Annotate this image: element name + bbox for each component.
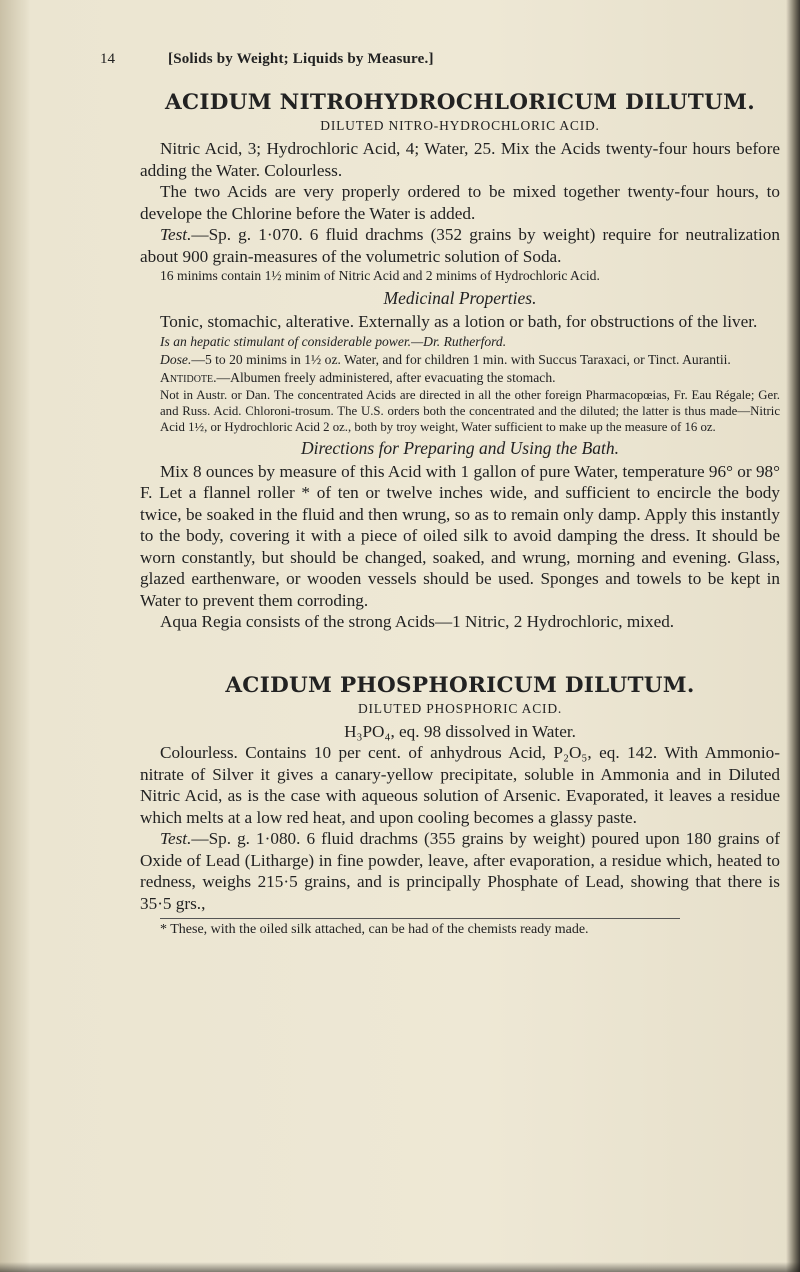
test-text: —Sp. g. 1·070. 6 fluid drachms (352 grains by weight) require for neutralization about 900 grain-measures of the volumetric solution of Soda. [140,225,780,266]
minims-note: 16 minims contain 1½ minim of Nitric Acid and 2 minims of Hydrochloric Acid. [160,268,600,283]
phosphoric-test-text: —Sp. g. 1·080. 6 fluid drachms (355 grains by weight) poured upon 180 grains of Oxide of Lead (Litharge) in fine powder, leave, after evaporation, a residue which, heated to redness, weighs 215·5 grains, and is principally Phosphate of Lead, showing that there is 35·5 grs., [140,829,780,913]
page-bottom-shadow [0,1262,800,1272]
phosphoric-formula: H₃PO₄, eq. 98 dissolved in Water. [344,721,576,741]
antidote-text: —Albumen freely administered, after evacuating the stomach. [216,369,556,385]
phosphoric-test-label: Test. [160,829,192,848]
antidote-paragraph [140,369,780,387]
medicinal-paragraph: Tonic, stomachic, alterative. Externally as a lotion or bath, for obstructions of the liver. [160,312,758,331]
test-label: Test. [160,225,192,244]
page-number: 14 [100,51,115,67]
running-head: [Solids by Weight; Liquids by Measure.] [168,51,434,67]
quote-paragraph: Is an hepatic stimulant of considerable power.—Dr. Rutherford. [160,333,507,349]
phosphoric-test-paragraph [140,828,780,914]
note-paragraph: The two Acids are very properly ordered to be mixed together twenty-four hours, to develope the Chlorine before the Water is added. [140,182,780,223]
directions-heading: Directions for Preparing and Using the Bath. [300,437,620,458]
section-subtitle-phosphoric: DILUTED PHOSPHORIC ACID. [357,700,563,716]
dose-text: —5 to 20 minims in 1½ oz. Water, and for children 1 min. with Succus Taraxaci, or Tinct. Aurantii. [191,351,731,367]
page-gutter [0,0,30,1272]
section-subtitle-nitrohydrochloric: DILUTED NITRO-HYDROCHLORIC ACID. [320,118,600,133]
directions-paragraph: Mix 8 ounces by measure of this Acid with 1 gallon of pure Water, temperature 96° or 98° F. Let a flannel roller * of ten or twelve inches wide, and sufficient to encircle the body twice, be soaked in the fluid and then wrung, so as to remain only damp. Apply this instantly to the body, covering it with a piece of oiled silk to avoid damping the dress. It should be worn constantly, but should be changed, soaked, and wrung, morning and evening. Glass, glazed earthenware, or wooden vessels should be used. Sponges and towels to be kept in Water to prevent them corroding. [140,461,780,610]
section-title-phosphoric: ACIDUM PHOSPHORICUM DILUTUM. [225,672,695,698]
antidote-label: Antidote. [160,369,217,385]
preparation-paragraph: Nitric Acid, 3; Hydrochloric Acid, 4; Water, 25. Mix the Acids twenty-four hours before adding the Water. Colourless. [140,139,780,180]
page-content [140,90,780,939]
foreign-pharmacopoeia-note: Not in Austr. or Dan. The concentrated Acids are directed in all the other foreign Pharmacopœias, Fr. Eau Régale; Ger. and Russ. Acid. Chloroni-trosum. The U.S. orders both the concentrated and the diluted; the latter is thus made—Nitric Acid 1½, or Hydrochloric Acid 2 oz., both by troy weight, Water sufficient to make up the measure of 16 oz. [160,387,780,434]
test-paragraph [140,224,780,267]
aqua-regia-paragraph: Aqua Regia consists of the strong Acids—1 Nitric, 2 Hydrochloric, mixed. [160,612,675,631]
footnote: * These, with the oiled silk attached, can be had of the chemists ready made. [160,922,589,937]
page-edge-shadow [786,0,800,1272]
dose-label: Dose. [160,351,192,367]
phosphoric-description: Colourless. Contains 10 per cent. of anhydrous Acid, P₂O₅, eq. 142. With Ammonio-nitrate of Silver it gives a canary-yellow precipitate, soluble in Ammonia and in Diluted Nitric Acid, as is the case with aqueous solution of Arsenic. Evaporated, it leaves a residue which melts at a low red heat, and upon cooling becomes a glassy paste. [140,743,780,827]
footnote-rule [160,918,680,919]
section-title-nitrohydrochloric: ACIDUM NITROHYDROCHLORICUM DILUTUM. [164,90,755,115]
dose-paragraph [140,351,780,369]
section-gap [140,633,780,673]
medicinal-heading: Medicinal Properties. [383,288,537,308]
